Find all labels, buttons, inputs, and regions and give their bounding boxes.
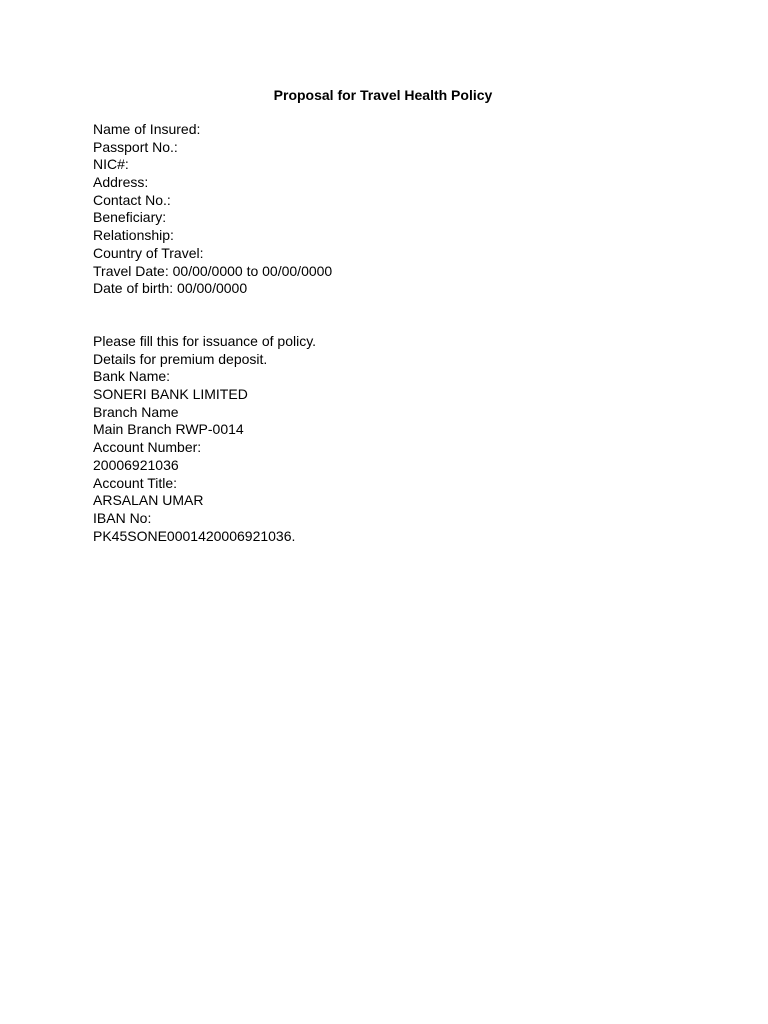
premium-deposit-details — [93, 333, 316, 545]
document-title: Proposal for Travel Health Policy — [273, 87, 493, 103]
field-beneficiary: Beneficiary: — [93, 209, 167, 226]
account-title-label: Account Title: — [93, 474, 178, 491]
field-travel-date: Travel Date: 00/00/0000 to 00/00/0000 — [93, 262, 333, 279]
bank-name-label: Bank Name: — [93, 368, 171, 385]
field-nic: NIC#: — [93, 156, 129, 173]
account-number-value: 20006921036 — [93, 456, 179, 473]
field-country-of-travel: Country of Travel: — [93, 244, 204, 261]
insured-details — [93, 121, 332, 298]
bank-name-value: SONERI BANK LIMITED — [93, 386, 248, 403]
field-relationship: Relationship: — [93, 227, 174, 244]
instruction-line: Please fill this for issuance of policy. — [93, 333, 317, 349]
field-passport-no: Passport No.: — [93, 138, 178, 155]
field-name-of-insured: Name of Insured: — [93, 121, 201, 137]
field-contact-no: Contact No.: — [93, 191, 171, 208]
iban-label: IBAN No: — [93, 509, 152, 526]
iban-value: PK45SONE0001420006921036. — [93, 527, 296, 544]
account-title-value: ARSALAN UMAR — [93, 492, 204, 509]
account-number-label: Account Number: — [93, 439, 202, 456]
deposit-heading: Details for premium deposit. — [93, 350, 268, 367]
branch-name-label: Branch Name — [93, 403, 179, 420]
branch-name-value: Main Branch RWP-0014 — [93, 421, 244, 438]
field-date-of-birth: Date of birth: 00/00/0000 — [93, 280, 248, 297]
field-address: Address: — [93, 174, 149, 191]
